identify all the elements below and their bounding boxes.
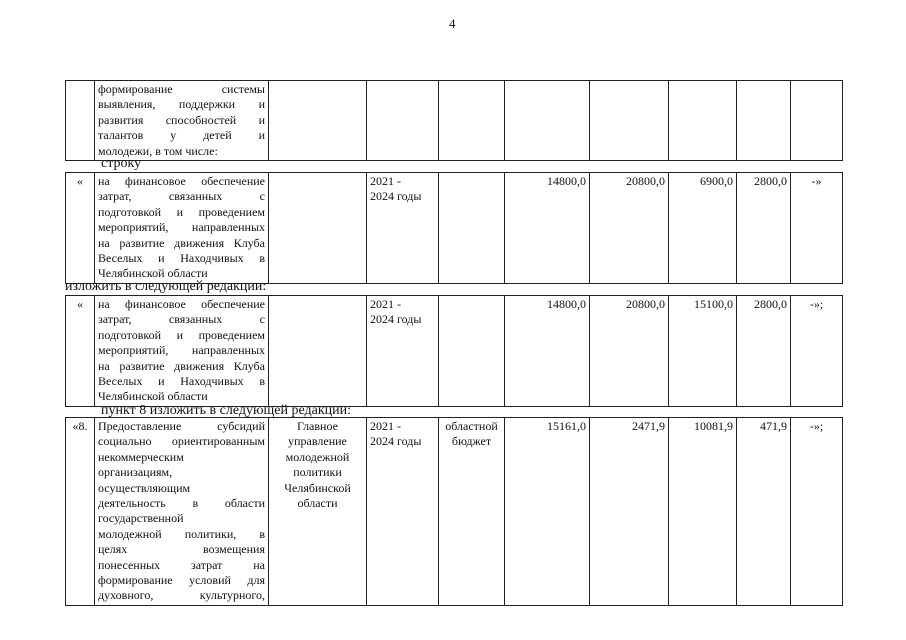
text-line: подготовкой и проведением — [98, 204, 265, 219]
text-line: 2024 годы — [370, 189, 422, 204]
text-line: подготовкой и проведением — [98, 327, 265, 342]
text-line: деятельность в области — [98, 496, 265, 511]
text-line: Главное — [297, 419, 338, 433]
cell-executor — [269, 173, 367, 284]
cell-description — [95, 81, 269, 161]
text-line: осуществляющим — [98, 480, 191, 495]
cell-value: 2800,0 — [737, 296, 791, 407]
table-fragment-3 — [65, 295, 843, 407]
text-line: областной — [445, 419, 498, 433]
cell-tail: -» — [791, 173, 843, 284]
cell-quote: « — [66, 173, 95, 284]
cell-period — [367, 173, 439, 284]
cell-value: 20800,0 — [590, 173, 669, 284]
text-line: области — [297, 496, 338, 511]
cell-executor — [269, 418, 367, 606]
cell-value: 15161,0 — [505, 418, 590, 606]
text-line: управление — [288, 434, 347, 449]
cell-period — [367, 418, 439, 606]
cell-tail: -»; — [791, 418, 843, 606]
table-fragment-2 — [65, 172, 843, 284]
text-line: Предоставление субсидий — [98, 419, 265, 433]
text-line: духовного, культурного, — [98, 588, 265, 603]
cell-value: 15100,0 — [669, 296, 737, 407]
cell-tail — [791, 81, 843, 161]
cell-value: 10081,9 — [669, 418, 737, 606]
text-line: мероприятий, направленных — [98, 220, 265, 235]
cell-value — [737, 81, 791, 161]
text-line: 2024 годы — [370, 312, 422, 327]
text-line: на развитие движения Клуба — [98, 235, 265, 250]
text-line: на финансовое обеспечение — [98, 174, 265, 188]
cell-executor — [269, 296, 367, 407]
cell-value: 14800,0 — [505, 173, 590, 284]
cell-value — [669, 81, 737, 161]
caption-line: пункт 8 изложить в следующей редакции: — [101, 403, 351, 418]
cell-period — [367, 296, 439, 407]
cell-description — [95, 296, 269, 407]
cell-quote: « — [66, 296, 95, 407]
text-line: 2021 - — [370, 174, 401, 188]
cell-value: 471,9 — [737, 418, 791, 606]
cell-value: 14800,0 — [505, 296, 590, 407]
text-line: Веселых и Находчивых в — [98, 251, 265, 266]
text-line: затрат, связанных с — [98, 312, 265, 327]
text-line: молодежной — [285, 449, 350, 464]
text-line: развития способностей и — [98, 112, 265, 127]
text-line: формирование системы — [98, 82, 265, 96]
text-line: государственной — [98, 511, 184, 526]
cell-value: 2800,0 — [737, 173, 791, 284]
text-line: выявления, поддержки и — [98, 97, 265, 112]
table-fragment-1 — [65, 80, 843, 161]
text-line: молодежной политики, в — [98, 526, 265, 541]
cell-source — [439, 418, 505, 606]
text-line: талантов у детей и — [98, 128, 265, 143]
cell-description — [95, 418, 269, 606]
cell-number — [66, 81, 95, 161]
text-line: бюджет — [451, 434, 492, 449]
cell-value — [590, 81, 669, 161]
text-line: формирование условий для — [98, 573, 265, 588]
text-line: на развитие движения Клуба — [98, 358, 265, 373]
text-line: 2021 - — [370, 297, 401, 311]
cell-number: «8. — [66, 418, 95, 606]
text-line: 2024 годы — [370, 434, 422, 449]
cell-description — [95, 173, 269, 284]
text-line: понесенных затрат на — [98, 557, 265, 572]
page-number: 4 — [449, 16, 456, 31]
text-line: организациям, — [98, 465, 173, 480]
text-line: некоммерческим — [98, 449, 184, 464]
text-line: Челябинской — [284, 480, 351, 495]
text-line: 2021 - — [370, 419, 401, 433]
text-line: Челябинской области — [98, 266, 208, 281]
cell-value: 20800,0 — [590, 296, 669, 407]
text-line: целях возмещения — [98, 542, 265, 557]
text-line: социально ориентированным — [98, 434, 265, 449]
text-line: затрат, связанных с — [98, 189, 265, 204]
cell-value: 6900,0 — [669, 173, 737, 284]
cell-period — [367, 81, 439, 161]
cell-value: 2471,9 — [590, 418, 669, 606]
cell-source — [439, 296, 505, 407]
text-line: мероприятий, направленных — [98, 343, 265, 358]
text-line: политики — [293, 465, 342, 480]
caption-line: строку — [101, 156, 142, 171]
caption-line: изложить в следующей редакции: — [65, 279, 267, 294]
text-line: молодежи, в том числе: — [98, 143, 218, 158]
text-line: Веселых и Находчивых в — [98, 374, 265, 389]
cell-source — [439, 81, 505, 161]
cell-value — [505, 81, 590, 161]
cell-source — [439, 173, 505, 284]
table-fragment-4 — [65, 417, 843, 606]
text-line: на финансовое обеспечение — [98, 297, 265, 311]
text-line: Челябинской области — [98, 389, 208, 404]
cell-tail: -»; — [791, 296, 843, 407]
cell-executor — [269, 81, 367, 161]
